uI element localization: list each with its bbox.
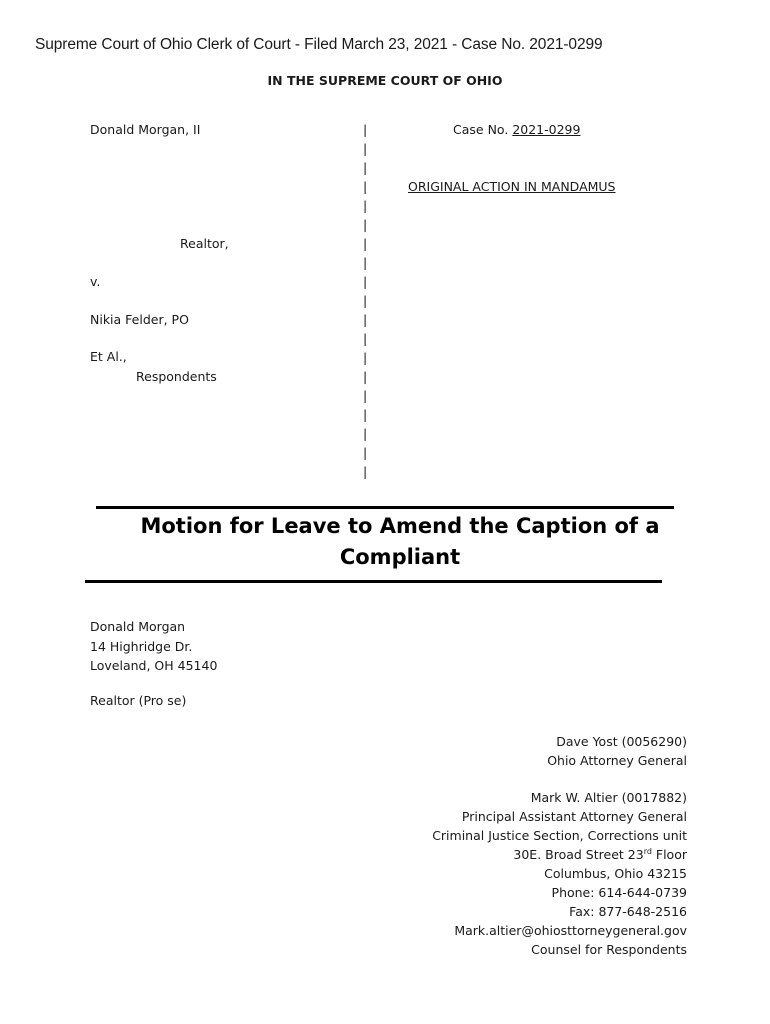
title-line-2: Compliant [339,545,461,569]
caption-divider-bar: | [363,255,368,270]
court-name: IN THE SUPREME COURT OF OHIO [267,73,503,88]
relator-role: Realtor, [180,236,229,251]
relator-block-name: Donald Morgan [90,619,186,634]
counsel-block [432,788,687,959]
versus: v. [90,274,101,289]
street-ordinal: rd [643,846,652,856]
caption-divider-bar: | [363,445,368,460]
caption-divider-bar: | [363,217,368,232]
case-no-value: 2021-0299 [512,122,581,137]
title-line-1: Motion for Leave to Amend the Caption of a [140,514,660,538]
relator-address-block [90,617,217,676]
caption-divider-bar: | [363,236,368,251]
attorney-name: Mark W. Altier (0017882) [530,790,687,805]
street-prefix: 30E. Broad Street 23 [513,847,644,862]
caption-divider-bar: | [363,122,368,137]
attorney-section: Criminal Justice Section, Corrections unit [432,828,687,843]
caption-divider-bar: | [363,179,368,194]
caption-divider-bar: | [363,407,368,422]
attorney-email: Mark.altier@ohiosttorneygeneral.gov [454,923,687,938]
relator-name: Donald Morgan, II [90,122,201,137]
attorney-city: Columbus, Ohio 43215 [544,866,687,881]
document-title [110,511,690,573]
filing-stamp: Supreme Court of Ohio Clerk of Court - Filed March 23, 2021 - Case No. 2021-0299 [35,36,603,53]
respondent-role: Respondents [136,369,217,384]
caption-divider-bar: | [363,160,368,175]
caption-divider-bar: | [363,331,368,346]
caption-divider-bar: | [363,293,368,308]
relator-block-street: 14 Highridge Dr. [90,638,193,654]
relator-block-role: Realtor (Pro se) [90,693,187,708]
case-number [453,122,580,137]
street-suffix: Floor [651,847,687,862]
attorney-phone: Phone: 614-644-0739 [551,885,687,900]
case-no-label: Case No. [453,122,509,137]
caption-divider-bar: | [363,426,368,441]
respondent-name: Nikia Felder, PO [90,312,189,327]
ag-name: Dave Yost (0056290) [556,734,687,749]
caption-divider-bar: | [363,350,368,365]
caption-divider-bar: | [363,312,368,327]
caption-divider-bar: | [363,274,368,289]
attorney-street [432,845,687,864]
et-al: Et Al., [90,349,127,364]
attorney-general-block [547,732,687,770]
action-type: ORIGINAL ACTION IN MANDAMUS [408,179,616,194]
caption-divider-bar: | [363,369,368,384]
title-bottom-rule [85,580,662,583]
ag-title: Ohio Attorney General [547,753,687,768]
attorney-title: Principal Assistant Attorney General [461,809,687,824]
caption-divider-bar: | [363,141,368,156]
relator-block-city: Loveland, OH 45140 [90,658,218,673]
attorney-fax: Fax: 877-648-2516 [569,904,687,919]
counsel-role: Counsel for Respondents [531,942,687,957]
caption-divider-bar: | [363,464,368,479]
title-top-rule [96,506,674,509]
caption-divider-bar: | [363,198,368,213]
caption-divider-bar: | [363,388,368,403]
